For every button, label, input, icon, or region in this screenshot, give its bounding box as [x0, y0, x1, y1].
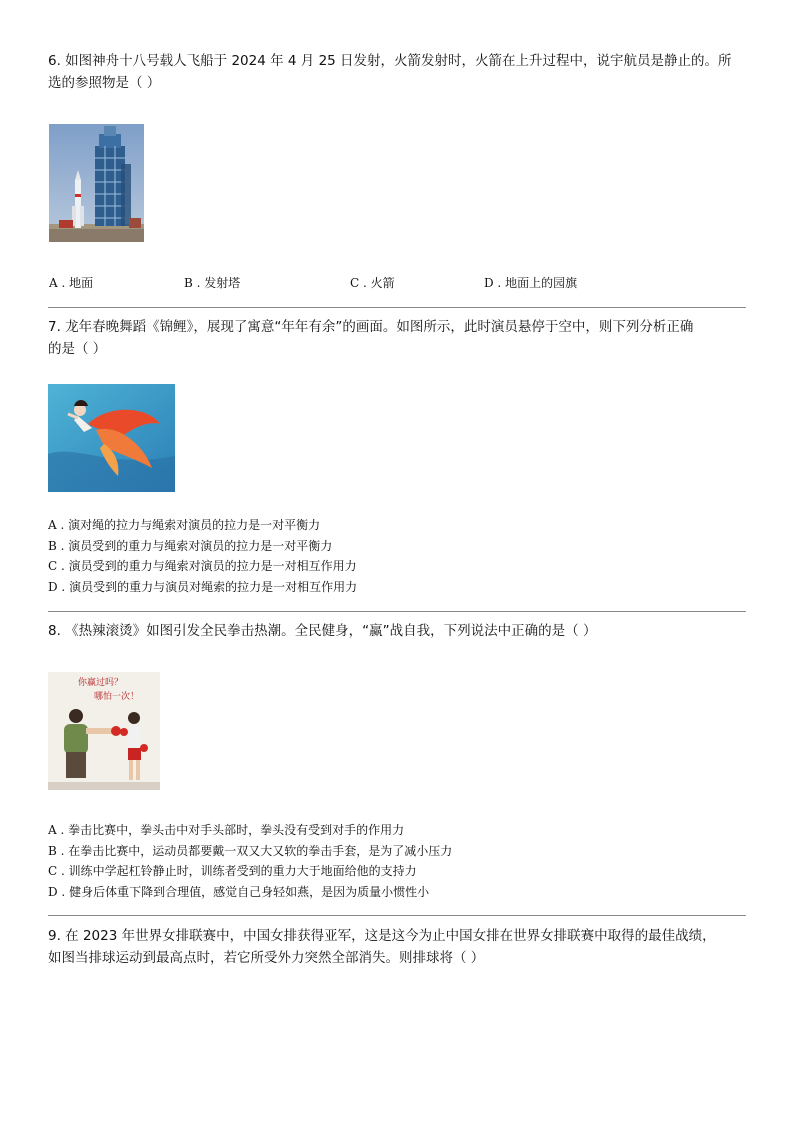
question-6-option-a[interactable]: A . 地面 — [49, 276, 94, 290]
question-8-option-b[interactable]: B . 在拳击比赛中，运动员都要戴一双又大又软的拳击手套，是为了减小压力 — [48, 843, 453, 858]
question-9-stem-line1: 9. 在 2023 年世界女排联赛中，中国女排获得亚军，这是这今为止中国女排在世界女排联赛中取得的最佳战绩， — [48, 928, 716, 944]
question-9 — [48, 925, 748, 969]
poster-caption-line2: 哪怕一次！ — [94, 692, 140, 702]
koi-dance-image — [48, 384, 175, 492]
rocket-launch-image — [49, 124, 144, 242]
question-7-stem-line1: 7. 龙年春晚舞蹈《锦鲤》，展现了寓意“年年有余”的画面。如图所示，此时演员悬停于空中，则下列分析正确 — [48, 319, 694, 335]
question-7-options — [48, 515, 357, 597]
question-8-options — [48, 820, 452, 902]
boxing-movie-poster-image — [48, 672, 160, 790]
divider — [48, 307, 746, 308]
question-6-option-c[interactable]: C . 火箭 — [350, 276, 395, 290]
question-9-stem-line2: 如图当排球运动到最高点时，若它所受外力突然全部消失。则排球将（ ） — [48, 950, 485, 966]
poster-caption-line1: 你赢过吗？ — [78, 678, 124, 688]
question-6-stem-line2: 选的参照物是（ ） — [48, 75, 161, 91]
question-6 — [48, 50, 748, 94]
question-8-option-c[interactable]: C . 训练中学起杠铃静止时，训练者受到的重力大于地面给他的支持力 — [48, 864, 417, 878]
divider — [48, 611, 746, 612]
question-6-options — [48, 274, 748, 292]
question-7 — [48, 316, 748, 360]
question-7-option-a[interactable]: A . 演对绳的拉力与绳索对演员的拉力是一对平衡力 — [48, 518, 321, 532]
question-7-stem-line2: 的是（ ） — [48, 341, 107, 357]
question-8-stem-line1: 8. 《热辣滚烫》如图引发全民拳击热潮。全民健身，“赢”战自我，下列说法中正确的是（ ） — [48, 623, 597, 639]
question-8-option-d[interactable]: D . 健身后体重下降到合理值，感觉自己身轻如燕，是因为质量小惯性小 — [48, 884, 430, 899]
question-6-stem-line1: 6. 如图神舟十八号载人飞船于 2024 年 4 月 25 日发射，火箭发射时，火箭在上升过程中，说宇航员是静止的。所 — [48, 53, 732, 69]
question-7-option-b[interactable]: B . 演员受到的重力与绳索对演员的拉力是一对平衡力 — [48, 538, 333, 553]
question-7-option-c[interactable]: C . 演员受到的重力与绳索对演员的拉力是一对相互作用力 — [48, 559, 357, 573]
question-6-option-b[interactable]: B . 发射塔 — [184, 276, 241, 290]
question-8 — [48, 620, 748, 642]
question-7-option-d[interactable]: D . 演员受到的重力与演员对绳索的拉力是一对相互作用力 — [48, 579, 358, 594]
question-8-option-a[interactable]: A . 拳击比赛中，拳头击中对手头部时，拳头没有受到对手的作用力 — [48, 823, 405, 837]
question-6-option-d[interactable]: D . 地面上的园旗 — [484, 276, 578, 290]
divider — [48, 915, 746, 916]
